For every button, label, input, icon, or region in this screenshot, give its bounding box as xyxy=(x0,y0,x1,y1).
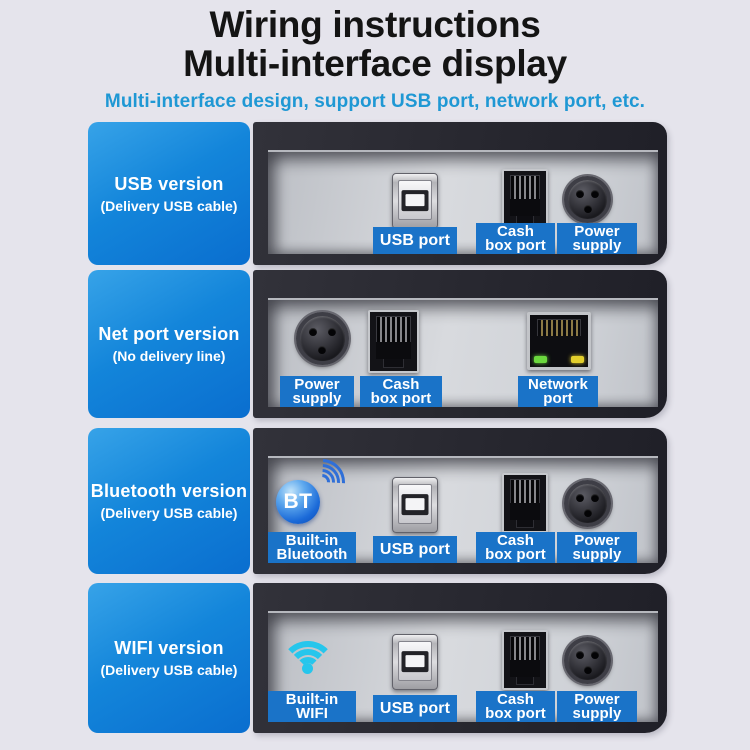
port-label-cash-box: Cash box port xyxy=(360,376,442,407)
wifi-icon xyxy=(282,629,334,675)
bluetooth-icon xyxy=(276,466,356,532)
printer-body xyxy=(253,270,667,418)
version-note: (Delivery USB cable) xyxy=(100,197,238,214)
version-title: WIFI version xyxy=(114,638,224,658)
version-title: USB version xyxy=(114,173,224,194)
port-label-usb: USB port xyxy=(373,536,457,563)
row-bluetooth-version xyxy=(0,428,750,574)
power-din-port-icon xyxy=(564,637,611,684)
usb-b-port-icon xyxy=(392,173,438,229)
port-label-power: Power supply xyxy=(557,532,637,563)
printer-body xyxy=(253,122,667,265)
row-wifi-version xyxy=(0,583,750,733)
version-title: Net port version xyxy=(98,324,240,344)
power-din-port-icon xyxy=(296,312,349,365)
bluetooth-sphere: BT xyxy=(276,480,320,524)
version-label-box-net xyxy=(88,270,250,418)
version-label-box-bluetooth xyxy=(88,428,250,574)
version-label-box-usb xyxy=(88,122,250,265)
port-label-cash-box: Cash box port xyxy=(476,691,555,722)
printer-back-photo xyxy=(253,583,698,733)
printer-back-photo xyxy=(253,270,698,418)
connector-panel xyxy=(268,611,658,722)
printer-body xyxy=(253,428,667,574)
version-title: Bluetooth version xyxy=(90,481,248,501)
version-note: (No delivery line) xyxy=(112,348,226,364)
usb-b-port-icon xyxy=(392,477,438,533)
port-label-cash-box: Cash box port xyxy=(476,223,555,254)
row-net-port-version xyxy=(0,270,750,418)
header xyxy=(0,6,750,113)
cash-drawer-rj11-port-icon xyxy=(502,630,548,690)
port-label-usb: USB port xyxy=(373,695,457,722)
version-note: (Delivery USB cable) xyxy=(100,505,238,521)
network-rj45-port-icon xyxy=(527,312,591,370)
activity-led-yellow xyxy=(571,356,584,363)
cash-drawer-rj11-port-icon xyxy=(502,473,548,533)
port-label-built-in-wifi: Built-in WIFI xyxy=(268,691,356,722)
port-label-usb: USB port xyxy=(373,227,457,254)
port-label-cash-box: Cash box port xyxy=(476,532,555,563)
usb-b-socket xyxy=(402,190,429,211)
port-label-power: Power supply xyxy=(280,376,354,407)
port-label-built-in-bluetooth: Built-in Bluetooth xyxy=(268,532,356,563)
printer-back-photo xyxy=(253,428,698,574)
port-label-network: Network port xyxy=(518,376,598,407)
cash-drawer-rj11-port-icon xyxy=(502,169,548,229)
power-din-port-icon xyxy=(564,176,611,223)
printer-back-photo xyxy=(253,122,698,265)
connector-panel xyxy=(268,456,658,563)
row-usb-version xyxy=(0,122,750,265)
usb-b-port-icon xyxy=(392,634,438,690)
port-label-power: Power supply xyxy=(557,691,637,722)
link-led-green xyxy=(534,356,547,363)
cash-drawer-rj11-port-icon xyxy=(368,310,419,373)
page-subtitle: Multi-interface design, support USB port, network port, etc. xyxy=(104,90,646,112)
printer-body xyxy=(253,583,667,733)
usb-b-socket xyxy=(402,494,429,515)
version-label-box-wifi xyxy=(88,583,250,733)
power-din-port-icon xyxy=(564,480,611,527)
version-note: (Delivery USB cable) xyxy=(100,662,238,678)
page-title-line1: Wiring instructions xyxy=(209,4,541,45)
port-label-power: Power supply xyxy=(557,223,637,254)
connector-panel xyxy=(268,298,658,407)
page-title-line2: Multi-interface display xyxy=(183,42,567,84)
connector-panel xyxy=(268,150,658,254)
usb-b-socket xyxy=(402,651,429,672)
